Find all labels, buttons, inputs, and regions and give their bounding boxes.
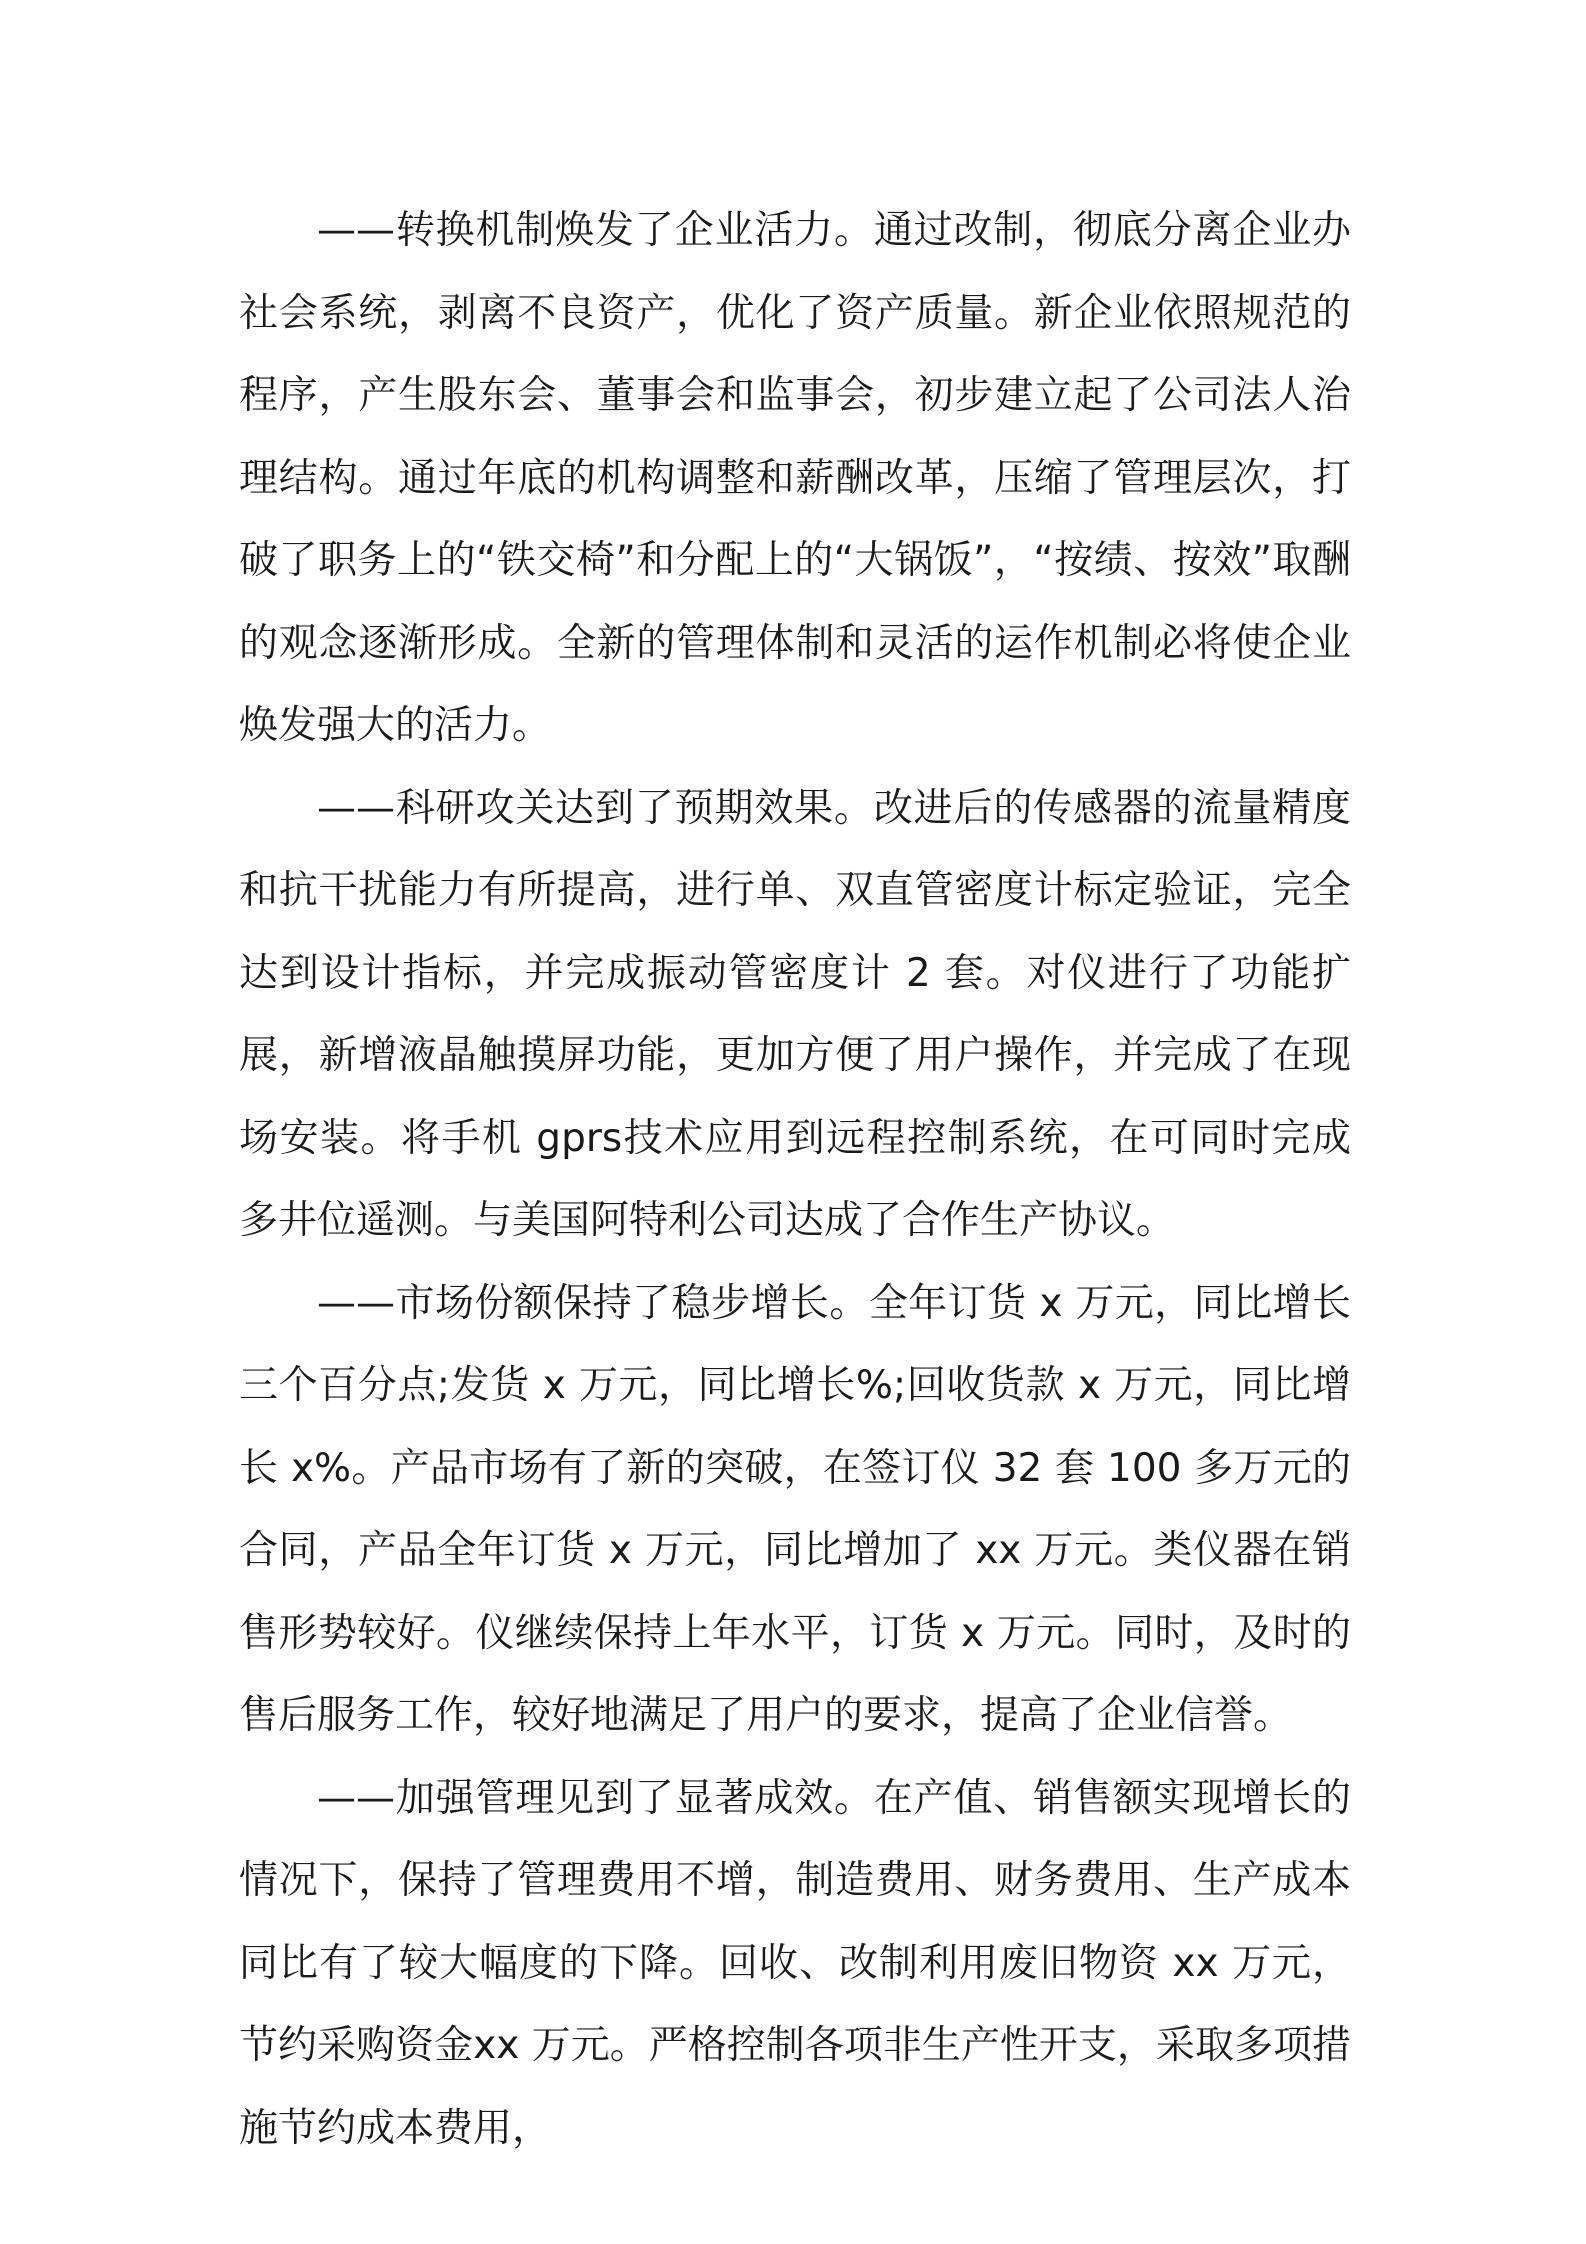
text-line: ——转换机制焕发了企业活力。通过改制，彻底分离企业办社会 [239,208,1351,336]
text-line: 年底的机构调整和薪酬改革，压缩了管理层次，打破了职务上的“铁 [239,455,1351,583]
text-line: 技术应用到远程控制系统，在可同时完成多井位遥测。与美国阿特利 [239,1115,1351,1243]
text-line: 百分点;发货 x 万元，同比增长%;回收货款 x 万元，同比增长 x%。 [239,1363,1351,1491]
text-line: 指标，并完成振动管密度计 2 套。对仪进行了功能扩展，新增液晶触 [239,950,1351,1078]
text-line: 下，保持了管理费用不增，制造费用、财务费用、生产成本同比有了 [239,1858,1351,1986]
text-line: 系统，剥离不良资产，优化了资产质量。新企业依照规范的程序，产 [239,290,1351,418]
text-line: ——科研攻关达到了预期效果。改进后的传感器的流量精度和抗 [239,785,1351,913]
text-line: 年订货 x 万元，同比增加了 xx 万元。类仪器在销售形势较好。仪继 [239,1528,1351,1656]
text-line: xx 万元。严格控制各项非生产性开支，采取多项措施节约成本费用， [239,2023,1351,2151]
text-line: 产品市场有了新的突破，在签订仪 32 套 100 多万元的合同，产品全 [239,1445,1351,1573]
paragraph-market-share [239,1263,1351,1758]
text-line: ——市场份额保持了稳步增长。全年订货 x 万元，同比增长三个 [239,1280,1351,1408]
text-line: 较大幅度的下降。回收、改制利用废旧物资 xx 万元，节约采购资金 [239,1940,1351,2068]
text-line: 干扰能力有所提高，进行单、双直管密度计标定验证，完全达到设计 [239,868,1351,996]
text-line: 全新的管理体制和灵活的运作机制必将使企业焕发强大的活力。 [239,620,1351,748]
paragraph-research-results [239,768,1351,1263]
text-line: 续保持上年水平，订货 x 万元。同时，及时的售后服务工作，较好地 [239,1610,1351,1738]
document-body [239,190,1351,2170]
text-line: 摸屏功能，更加方便了用户操作，并完成了在现场安装。将手机 gprs [239,1033,1351,1161]
paragraph-mechanism-reform [239,190,1351,768]
text-line: 生股东会、董事会和监事会，初步建立起了公司法人治理结构。通过 [239,373,1351,501]
text-line: 公司达成了合作生产协议。 [707,1198,1176,1243]
text-line: 交椅”和分配上的“大锅饭”，“按绩、按效”取酬的观念逐渐形成。 [239,538,1351,666]
text-line: ——加强管理见到了显著成效。在产值、销售额实现增长的情况 [239,1775,1351,1903]
text-line: 满足了用户的要求，提高了企业信誉。 [629,1693,1293,1738]
paragraph-management [239,1758,1351,2171]
